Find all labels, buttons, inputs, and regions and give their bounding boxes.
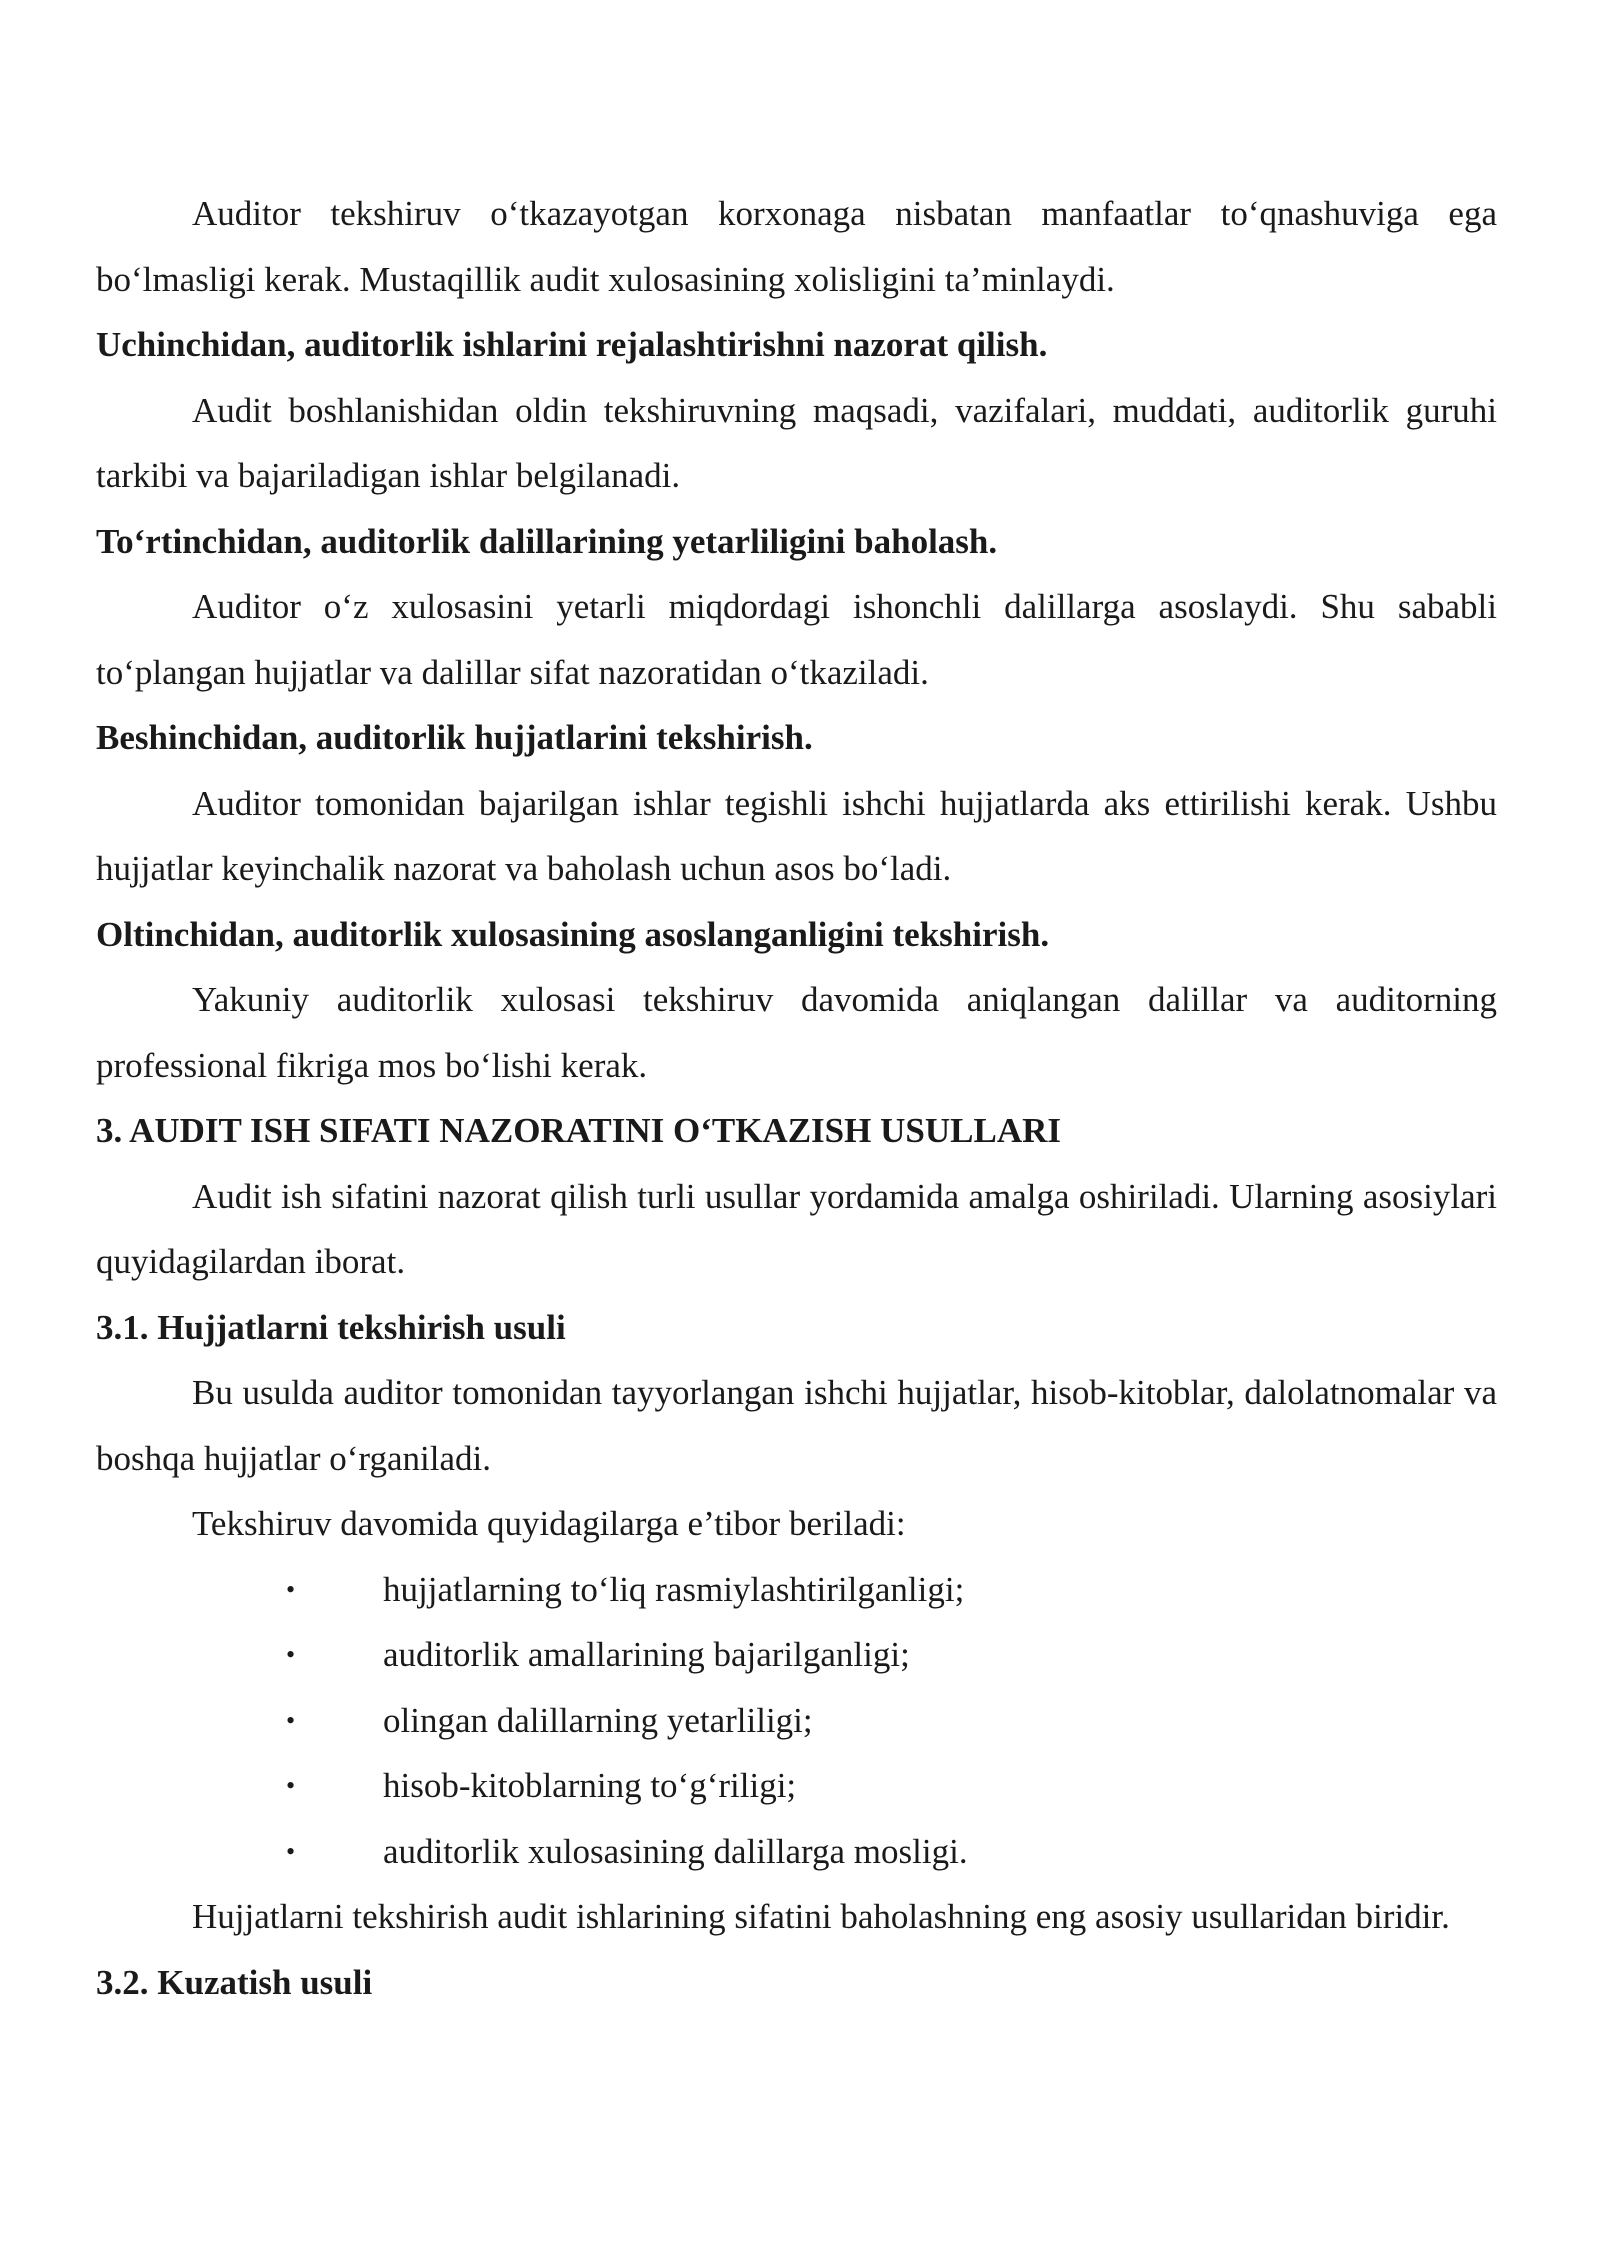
paragraph-attention-intro: Tekshiruv davomida quyidagilarga e’tibor beriladi: <box>192 1504 906 1543</box>
paragraph-final-conclusion: Yakuniy auditorlik xulosasi tekshiruv davomida aniqlangan dalillar va auditorning professional fikriga mos bo‘lishi kerak. <box>96 980 1497 1085</box>
list-item-text: auditorlik xulosasining dalillarga mosligi. <box>383 1831 968 1871</box>
heading-fifth-documents-check: Beshinchidan, auditorlik hujjatlarini tekshirish. <box>96 718 813 757</box>
list-item <box>96 1753 1497 1819</box>
attention-bullet-list <box>96 1557 1497 1885</box>
list-item-text: hujjatlarning to‘liq rasmiylashtirilganligi; <box>383 1569 965 1609</box>
paragraph-methods-intro: Audit ish sifatini nazorat qilish turli usullar yordamida amalga oshiriladi. Ularning asosiylari quyidagilardan iborat. <box>96 1176 1497 1281</box>
heading-fourth-evidence-sufficiency: To‘rtinchidan, auditorlik dalillarining yetarliligini baholash. <box>96 521 998 561</box>
list-item <box>96 1622 1497 1688</box>
paragraph-document-method-summary: Hujjatlarni tekshirish audit ishlarining sifatini baholashning eng asosiy usullaridan biridir. <box>192 1897 1450 1936</box>
paragraph-planning: Audit boshlanishidan oldin tekshiruvning maqsadi, vazifalari, muddati, auditorlik guruhi tarkibi va bajariladigan ishlar belgilanadi. <box>96 390 1497 495</box>
bullet-icon: • <box>286 1640 296 1669</box>
list-item <box>96 1819 1497 1885</box>
list-item-text: olingan dalillarning yetarliligi; <box>383 1700 813 1740</box>
subheading-observation-method: 3.2. Kuzatish usuli <box>96 1962 373 2002</box>
paragraph-evidence: Auditor o‘z xulosasini yetarli miqdordagi ishonchli dalillarga asoslaydi. Shu sababli to‘plangan hujjatlar va dalillar sifat nazoratidan o‘tkaziladi. <box>96 587 1497 692</box>
list-item-text: hisob-kitoblarning to‘g‘riligi; <box>383 1766 797 1805</box>
section-heading-quality-control-methods: 3. AUDIT ISH SIFATI NAZORATINI O‘TKAZISH USULLARI <box>96 1111 1061 1150</box>
subheading-document-check-method: 3.1. Hujjatlarni tekshirish usuli <box>96 1307 566 1347</box>
list-item <box>96 1557 1497 1623</box>
bullet-icon: • <box>286 1836 296 1866</box>
bullet-icon: • <box>286 1574 296 1604</box>
paragraph-document-method: Bu usulda auditor tomonidan tayyorlangan ishchi hujjatlar, hisob-kitoblar, dalolatnomalar va boshqa hujjatlar o‘rganiladi. <box>96 1373 1497 1478</box>
heading-sixth-conclusion-check: Oltinchidan, auditorlik xulosasining asoslanganligini tekshirish. <box>96 914 1050 954</box>
document-page <box>96 181 1497 2015</box>
list-item-text: auditorlik amallarining bajarilganligi; <box>383 1635 910 1674</box>
paragraph-independence: Auditor tekshiruv o‘tkazayotgan korxonaga nisbatan manfaatlar to‘qnashuviga ega bo‘lmasligi kerak. Mustaqillik audit xulosasining xolisligini ta’minlaydi. <box>96 194 1497 299</box>
paragraph-working-papers: Auditor tomonidan bajarilgan ishlar tegishli ishchi hujjatlarda aks ettirilishi kerak. Ushbu hujjatlar keyinchalik nazorat va baholash uchun asos bo‘ladi. <box>96 783 1497 888</box>
bullet-icon: • <box>286 1705 296 1735</box>
list-item <box>96 1688 1497 1754</box>
bullet-icon: • <box>286 1771 296 1800</box>
heading-third-planning-control: Uchinchidan, auditorlik ishlarini rejalashtirishni nazorat qilish. <box>96 325 1048 364</box>
